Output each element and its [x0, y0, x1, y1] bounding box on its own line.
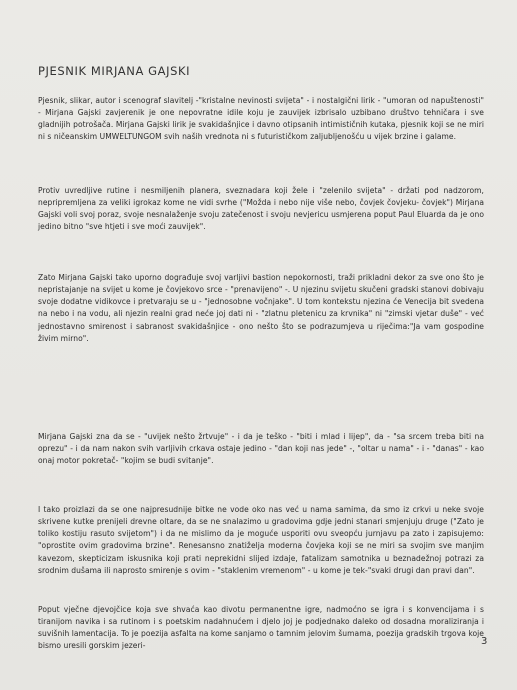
- paragraph-3: Zato Mirjana Gajski tako uporno dograđuje svoj varljivi bastion nepokornosti, traži prikladni dekor za sve ono što je nepristajanje na svijet u kome je čovjekovo srce - "prenavijeno" -. U njezinu svijetu skučeni gradski stanovi dobivaju svoje dodatne vidikovce i pretvaraju se u - "jednosobne vočnjake". U tom kontekstu njezina će Venecija bit svedena na nebo i na vodu, ali njezin realni grad neće joj dati ni - "zlatnu pletenicu za krvnika" ni "zimski vjetar duše" - već jednostavno smirenost i sabranost svakidašnjice - ono nešto što se podrazumjeva u riječima:"Ja vam gospodine živim mirno".: [38, 273, 484, 343]
- paragraph-6: Poput vječne djevojčice koja sve shvaća kao divotu permanentne igre, nadmoćno se igra i s konvencijama i s tiranijom navika i sa rutinom i s poetskim nadahnućem i djelo joj je podjednako daleko od dosadna moraliziranja i suvišnih lamentacija. To je poezija asfalta na kome sanjamo o tamnim jelovim šumama, poezija gradskih trgova koje bismo uresili gorskim jezeri-: [38, 605, 484, 651]
- paragraph-2: Protiv uvredljive rutine i nesmiljenih planera, sveznadara koji žele i "zelenilo svijeta" - držati pod nadzorom, nepripremljena za veliki igrokaz kome ne vidi svrhe ("Možda i nebo nije više nebo, čovjek čovjeku- čovjek") Mirjana Gajski voli svoj poraz, svoje nesnalaženje svoju zatečenost i svoju nevjericu usmjerena poput Paul Eluarda da je ono jedino bitno "sve htjeti i sve moći zauvijek".: [38, 186, 484, 232]
- page-number: 3: [481, 636, 488, 647]
- document-title: PJESNIK MIRJANA GAJSKI: [38, 64, 191, 78]
- paragraph-5: I tako proizlazi da se one najpresudnije bitke ne vode oko nas već u nama samima, da smo iz crkvi u neke svoje skrivene kutke prenijeli drevne oltare, da se ne snalazimo u gradovima gdje jedni stanari smjenjuju druge ("Zato je toliko kostiju rasuto svijetom") i da ne mislimo da je moguće usporiti ovu sveopću jurnjavu pa zato i zapisujemo: "oprostite ovim gradovima brzine". Renesansno znatiželja moderna čovjeka koji se ne miri sa svojim sve manjim kavezom, skepticizam iskusnika koji prati neprekidni slijed izdaje, fatalizam samotnika u beznadežnoj potrazi za srodnim dušama ili naprosto smirenje s ovim - "staklenim vremenom" - u kome je tek-"svaki drugi dan pravi dan".: [38, 505, 484, 575]
- paragraph-4: Mirjana Gajski zna da se - "uvijek nešto žrtvuje" - i da je teško - "biti i mlad i lijep", da - "sa srcem treba biti na oprezu" - i da nam nakon svih varljivih crkava ostaje jedino - "dan koji nas jede" -, "oltar u nama" - i - "danas" - kao onaj motor pokretač- "kojim se budi svitanje".: [38, 432, 484, 466]
- paragraph-1: Pjesnik, slikar, autor i scenograf slavitelj -"kristalne nevinosti svijeta" - i nostalgični lirik - "umoran od napuštenosti" - Mirjana Gajski zavjerenik je one nepovratne idile koju je zauvijek izbrisalo uzbibano društvo tehničara i sve gladnijih potrošača. Mirjana Gajski lirik je svakidašnjice i davno otipsanih intimističnih kutaka, pjesnik koji se ne miri ni s ničeanskim UMWELTUNGOM svih naših vrednota ni s futurističkom zaljubljenošću u vijek brzine i galame.: [38, 96, 484, 142]
